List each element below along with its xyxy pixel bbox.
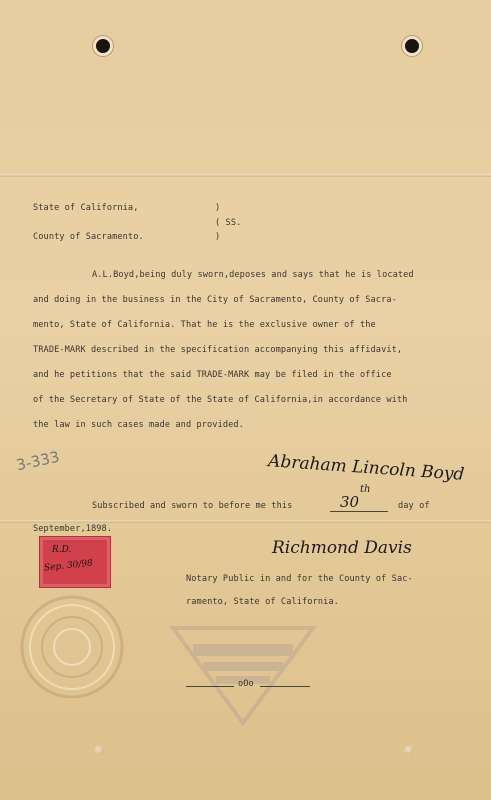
punch-hole (93, 36, 113, 56)
body-line: mento, State of California. That he is the exclusive owner of the (33, 320, 376, 330)
end-mark: oOo (238, 679, 254, 689)
notary-line: Notary Public in and for the County of Sac- (186, 574, 413, 584)
body-line: of the Secretary of State of the State of California,in accordance with (33, 395, 408, 405)
punch-mark (404, 745, 414, 755)
jurat-day-of: day of (398, 501, 430, 511)
venue-county: County of Sacramento. (33, 232, 144, 242)
stamp-initials: R.D. (52, 545, 72, 555)
file-number: 3-333 (14, 447, 61, 475)
body-line: TRADE-MARK described in the specification accompanying this affidavit, (33, 345, 403, 355)
notary-signature: Richmond Davis (272, 538, 412, 558)
watermark (168, 618, 318, 728)
revenue-stamp (39, 536, 111, 588)
notary-line: ramento, State of California. (186, 597, 339, 607)
venue-ss: ( SS. (215, 218, 242, 228)
jurat-text: Subscribed and sworn to before me this (92, 501, 293, 511)
venue-paren-top: ) (215, 203, 221, 213)
punch-hole (402, 36, 422, 56)
body-line: and he petitions that the said TRADE-MARK may be filed in the office (33, 370, 392, 380)
notary-seal (18, 593, 126, 701)
stamp-date: Sep. 30/98 (43, 558, 94, 574)
end-rule-left (186, 686, 234, 687)
fold-line (0, 520, 491, 523)
body-line: A.L.Boyd,being duly sworn,deposes and says that he is located (92, 270, 414, 280)
jurat-day-suffix: th (360, 484, 371, 495)
venue-state: State of California, (33, 203, 139, 213)
fold-line (0, 174, 491, 177)
body-line: the law in such cases made and provided. (33, 420, 244, 430)
body-line: and doing in the business in the City of Sacramento, County of Sacra- (33, 295, 397, 305)
day-underline (330, 511, 388, 512)
jurat-day: 30 (340, 493, 360, 511)
jurat-month-year: September,1898. (33, 524, 113, 534)
punch-mark (94, 745, 104, 755)
end-rule-right (260, 686, 310, 687)
affiant-signature: Abraham Lincoln Boyd (267, 451, 465, 485)
venue-paren-bottom: ) (215, 232, 221, 242)
